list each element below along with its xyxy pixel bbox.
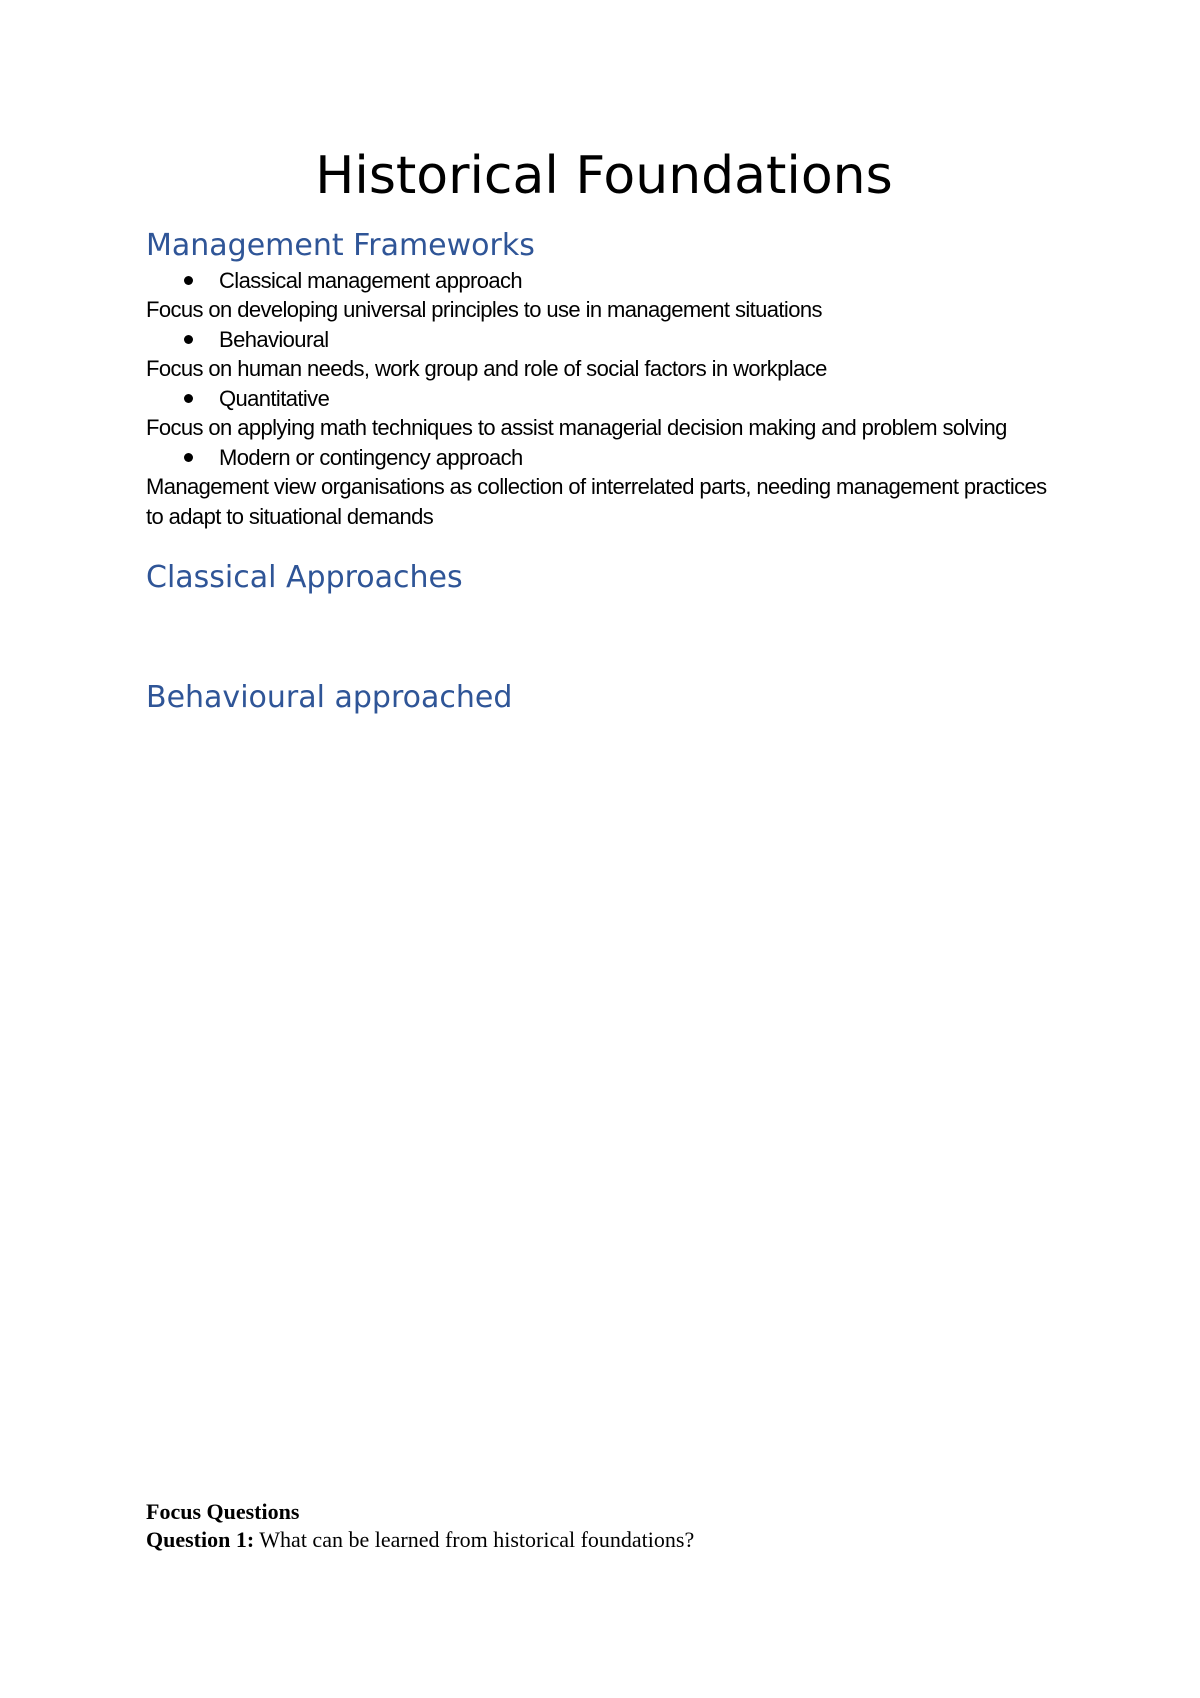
description-paragraph: Management view organisations as collection of interrelated parts, needing management practices to adapt to situational demands (146, 474, 1047, 529)
bullet-icon (184, 394, 193, 403)
description-paragraph: Focus on developing universal principles to use in management situations (146, 297, 822, 322)
bullet-label: Behavioural (219, 327, 329, 352)
bullet-label: Modern or contingency approach (219, 445, 523, 470)
bullet-label: Quantitative (219, 386, 330, 411)
description-paragraph: Focus on human needs, work group and role of social factors in workplace (146, 356, 827, 381)
list-item (146, 443, 1066, 472)
list-item (146, 384, 1066, 413)
heading-behavioural-approached: Behavioural approached (146, 680, 513, 715)
focus-questions-heading: Focus Questions (146, 1499, 300, 1524)
heading-classical-approaches: Classical Approaches (146, 560, 463, 595)
description-paragraph: Focus on applying math techniques to assist managerial decision making and problem solving (146, 415, 1007, 440)
focus-questions (146, 1498, 1066, 1554)
bullet-label: Classical management approach (219, 268, 522, 293)
document-title: Historical Foundations (315, 146, 893, 206)
heading-management-frameworks: Management Frameworks (146, 228, 535, 263)
document-content (146, 140, 1066, 718)
list-item (146, 266, 1066, 295)
bullet-icon (184, 276, 193, 285)
question-text: What can be learned from historical foundations? (254, 1527, 695, 1552)
list-item (146, 325, 1066, 354)
question-label: Question 1: (146, 1527, 255, 1552)
bullet-icon (184, 453, 193, 462)
bullet-icon (184, 335, 193, 344)
focus-question-1 (146, 1526, 1066, 1554)
